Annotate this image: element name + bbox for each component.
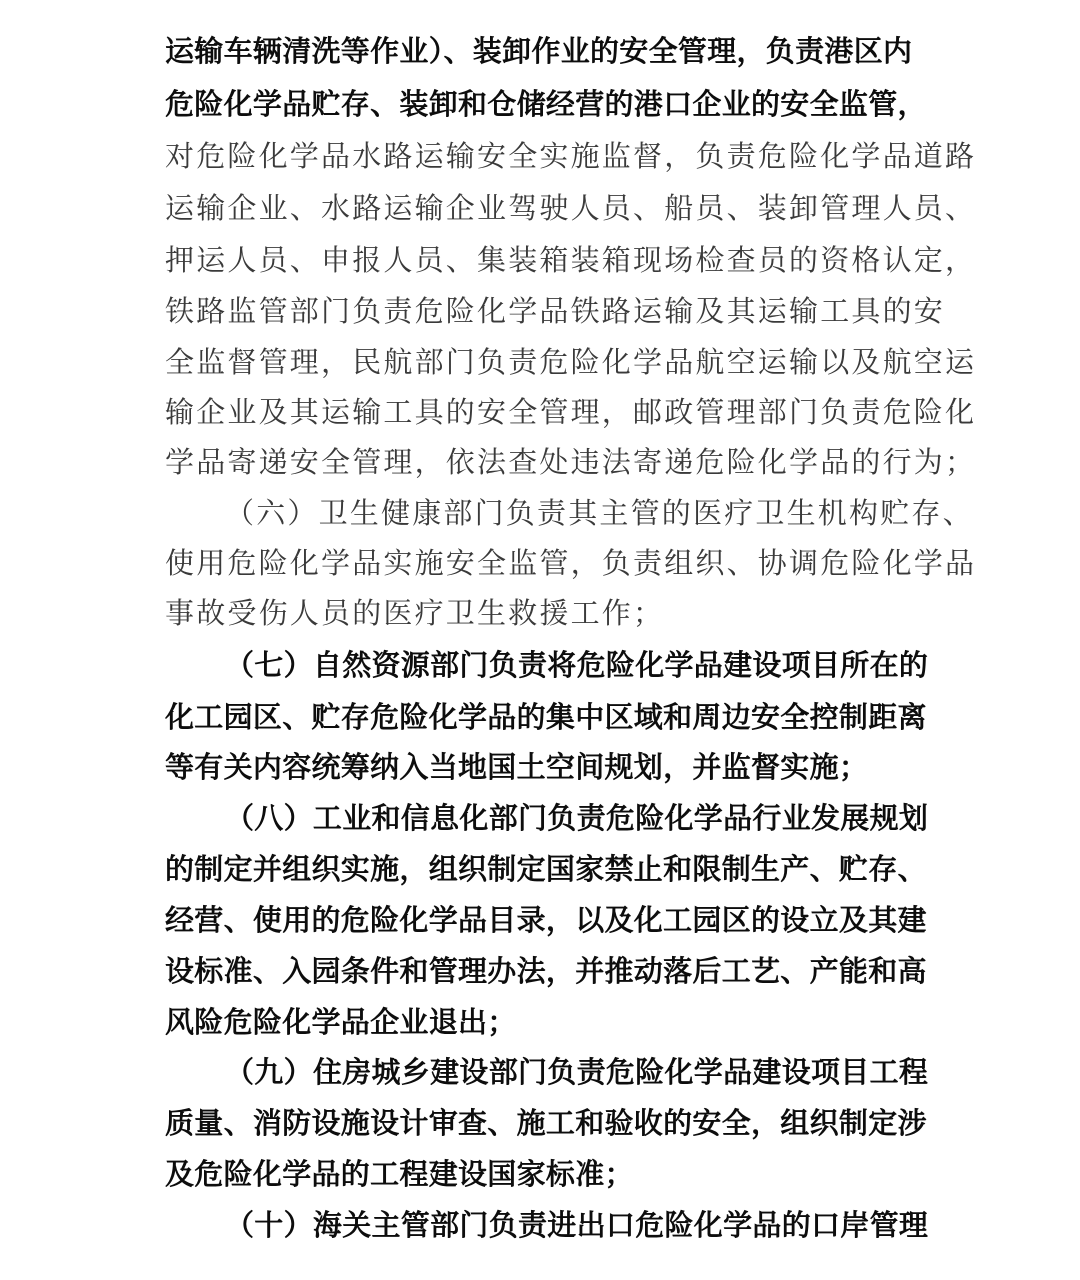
text-line-24: （十）海关主管部门负责进出口危险化学品的口岸管理 — [225, 1208, 929, 1242]
text-line-13: （七）自然资源部门负责将危险化学品建设项目所在的 — [225, 648, 929, 682]
text-line-14: 化工园区、贮存危险化学品的集中区域和周边安全控制距离 — [165, 700, 927, 734]
text-line-8: 输企业及其运输工具的安全管理，邮政管理部门负责危险化 — [165, 395, 977, 429]
text-line-15: 等有关内容统筹纳入当地国土空间规划，并监督实施； — [165, 750, 869, 784]
text-line-11: 使用危险化学品实施安全监管，负责组织、协调危险化学品 — [165, 546, 977, 580]
text-line-22: 质量、消防设施设计审查、施工和验收的安全，组织制定涉 — [165, 1106, 927, 1140]
text-line-23: 及危险化学品的工程建设国家标准； — [165, 1157, 634, 1191]
text-line-19: 设标准、入园条件和管理办法，并推动落后工艺、产能和高 — [165, 954, 927, 988]
text-line-16: （八）工业和信息化部门负责危险化学品行业发展规划 — [225, 801, 929, 835]
text-line-3: 对危险化学品水路运输安全实施监督，负责危险化学品道路 — [165, 139, 977, 173]
text-line-18: 经营、使用的危险化学品目录，以及化工园区的设立及其建 — [165, 903, 927, 937]
text-line-7: 全监督管理，民航部门负责危险化学品航空运输以及航空运 — [165, 345, 977, 379]
text-line-5: 押运人员、申报人员、集装箱装箱现场检查员的资格认定， — [165, 243, 977, 277]
text-line-9: 学品寄递安全管理，依法查处违法寄递危险化学品的行为； — [165, 445, 977, 479]
text-line-20: 风险危险化学品企业退出； — [165, 1005, 517, 1039]
text-line-10: （六）卫生健康部门负责其主管的医疗卫生机构贮存、 — [225, 496, 974, 530]
text-line-21: （九）住房城乡建设部门负责危险化学品建设项目工程 — [225, 1055, 929, 1089]
text-line-4: 运输企业、水路运输企业驾驶人员、船员、装卸管理人员、 — [165, 191, 977, 225]
text-line-2: 危险化学品贮存、装卸和仓储经营的港口企业的安全监管， — [165, 87, 927, 121]
text-line-6: 铁路监管部门负责危险化学品铁路运输及其运输工具的安 — [165, 294, 946, 328]
text-line-1: 运输车辆清洗等作业）、装卸作业的安全管理，负责港区内 — [165, 34, 913, 68]
text-line-17: 的制定并组织实施，组织制定国家禁止和限制生产、贮存、 — [165, 852, 927, 886]
text-line-12: 事故受伤人员的医疗卫生救援工作； — [165, 596, 665, 630]
